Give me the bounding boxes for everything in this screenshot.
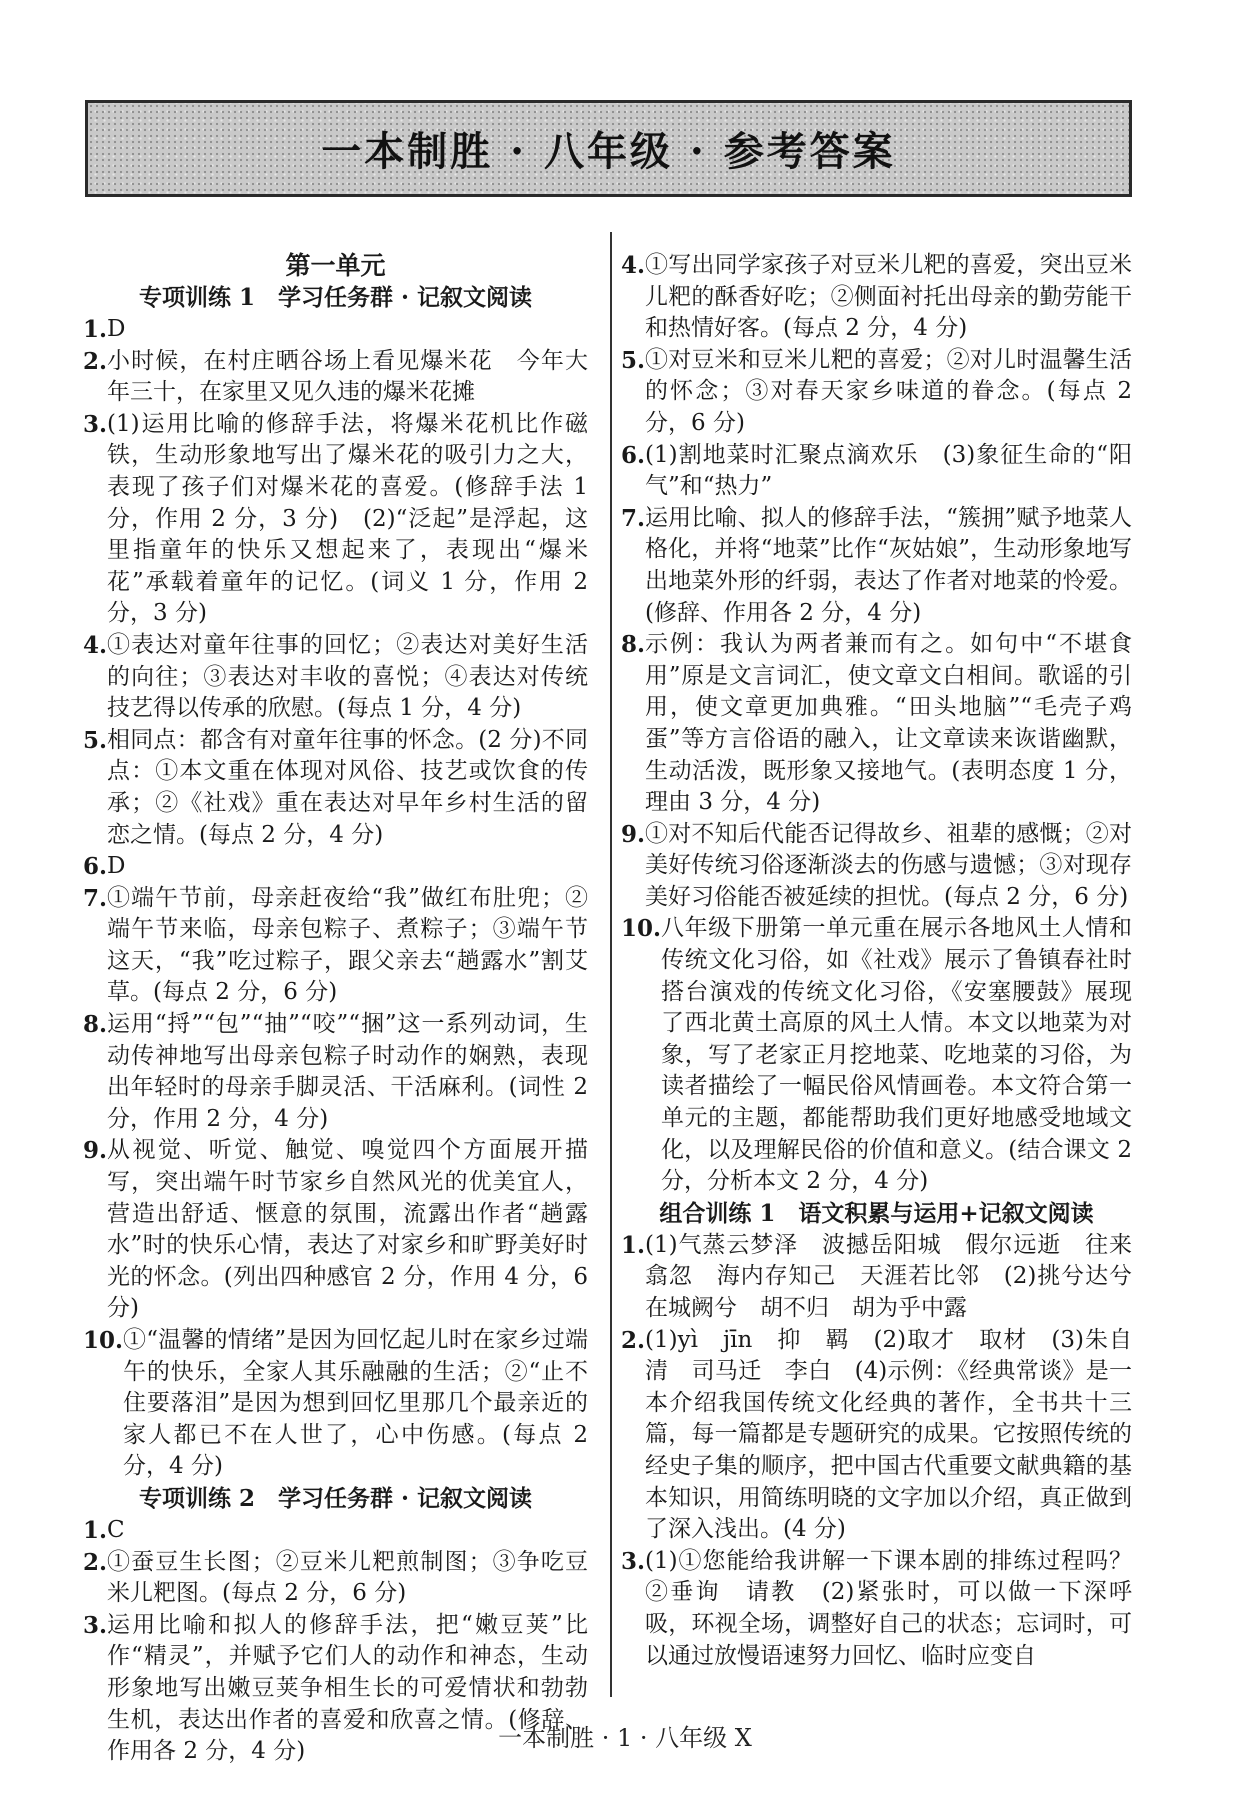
answer-text: 示例：我认为两者兼而有之。如句中“不堪食用”原是文言词汇，使文章文白相间。歌谣的引用，使文章更加典雅。“田头地脑”“毛壳子鸡蛋”等方言俗语的融入，让文章读来诙谐幽默，生动活泼，既形象又接地气。(表明态度 1 分，理由 3 分，4 分) [645,631,1132,816]
answer-number: 3. [83,410,108,438]
answer-number: 9. [83,1137,108,1165]
answer-text: C [107,1516,125,1543]
answer-number: 2. [621,1326,646,1354]
answer-number: 4. [621,252,646,279]
answer-item [621,629,1132,819]
answer-number: 5. [83,726,108,754]
answer-item [83,346,588,409]
answer-text: ①对豆米和豆米儿粑的喜爱；②对儿时温馨生活的怀念；③对春天家乡味道的眷念。(每点 2 分，6 分) [645,346,1132,436]
answer-text: (1)气蒸云梦泽 波撼岳阳城 假尔远逝 往来翕忽 海内存知己 天涯若比邻 (2)挑兮达兮 在城阙兮 胡不归 胡为乎中露 [645,1231,1155,1321]
answer-item [621,345,1132,440]
answer-item [83,314,588,346]
answer-text: ①蚕豆生长图；②豆米儿粑煎制图；③争吃豆米儿粑图。(每点 2 分，6 分) [107,1548,588,1607]
header-banner [85,100,1132,197]
answer-text: ①写出同学家孩子对豆米儿粑的喜爱，突出豆米儿粑的酥香好吃；②侧面衬托出母亲的勤劳能干和热情好客。(每点 2 分，4 分) [645,252,1132,342]
answer-item [83,1135,588,1325]
answer-text: 运用比喻和拟人的修辞手法，把“嫩豆荚”比作“精灵”，并赋予它们人的动作和神态，生动形象地写出嫩豆荚争相生长的可爱情状和勃勃生机，表达出作者的喜爱和欣喜之情。(修辞、作用各 2 分，4 分) [107,1611,588,1765]
answer-number: 6. [83,853,108,881]
answer-text: 八年级下册第一单元重在展示各地风土人情和传统文化习俗，如《社戏》展示了鲁镇春社时搭台演戏的传统文化习俗，《安塞腰鼓》展现了西北黄土高原的风土人情。本文以地菜为对象，写了老家正月挖地菜、吃地菜的习俗，为读者描绘了一幅民俗风情画卷。本文符合第一单元的主题，都能帮助我们更好地感受地域文化，以及理解民俗的价值和意义。(结合课文 2 分，分析本文 2 分，4 分) [661,915,1132,1195]
answer-item [83,1009,588,1135]
answer-number: 3. [621,1547,646,1575]
answer-number: 4. [83,631,108,659]
answer-number: 1. [83,1516,108,1544]
page-title: 一本制胜 · 八年级 · 参考答案 [321,128,896,175]
answer-text: ①“温馨的情绪”是因为回忆起儿时在家乡过端午的快乐，全家人其乐融融的生活；②“止不住要落泪”是因为想到回忆里那几个最亲近的家人都已不在人世了，心中伤感。(每点 2 分，4 分) [123,1327,588,1480]
right-column [621,250,1155,1672]
answer-text: D [107,853,126,880]
answer-number: 2. [83,347,108,375]
answer-text: (1)割地菜时汇聚点滴欢乐 (3)象征生命的“阳气”和“热力” [645,441,1132,500]
answer-number: 8. [621,631,646,659]
answer-number: 1. [83,316,108,343]
section-title: 组合训练 1 语文积累与运用+记叙文阅读 [659,1199,1094,1227]
answer-number: 3. [83,1611,108,1639]
answer-text: ①表达对童年往事的回忆；②表达对美好生活的向往；③表达对丰收的喜悦；④表达对传统技艺得以传承的欣慰。(每点 1 分，4 分) [107,631,588,722]
answer-list [83,314,588,1483]
answer-number: 1. [621,1231,646,1259]
section-title: 专项训练 1 学习任务群 · 记叙文阅读 [138,284,533,311]
answer-text: 从视觉、听觉、触觉、嗅觉四个方面展开描写，突出端午时节家乡自然风光的优美宜人，营造出舒适、惬意的氛围，流露出作者“趟露水”时的快乐心情，表达了对家乡和旷野美好时光的怀念。(列出四种感官 2 分，作用 4 分，6 分) [107,1137,588,1322]
answer-item [621,1325,1132,1546]
answer-number: 5. [621,346,646,374]
answer-item [621,503,1132,629]
left-column [83,250,588,1768]
page-footer: 一本制胜 · 1 · 八年级 X [498,1724,752,1752]
answer-item [83,409,588,630]
answer-item [621,1546,1155,1672]
answer-text: 运用“捋”“包”“抽”“咬”“捆”这一系列动词，生动传神地写出母亲包粽子时动作的娴熟，表现出年轻时的母亲手脚灵活、干活麻利。(词性 2 分，作用 2 分，4 分) [107,1011,588,1132]
section-title: 专项训练 2 学习任务群 · 记叙文阅读 [138,1484,533,1512]
answer-number: 10. [83,1327,124,1354]
answer-text: ①端午节前，母亲赶夜给“我”做红布肚兜；②端午节来临，母亲包粽子、煮粽子；③端午节这天，“我”吃过粽子，跟父亲去“趟露水”割艾草。(每点 2 分，6 分) [107,884,588,1006]
answer-text: 运用比喻、拟人的修辞手法，“簇拥”赋予地菜人格化，并将“地菜”比作“灰姑娘”，生动形象地写出地菜外形的纤弱，表达了作者对地菜的怜爱。(修辞、作用各 2 分，4 分) [645,504,1132,626]
answer-number: 9. [621,820,646,848]
answer-item [621,1230,1155,1325]
answer-text: 小时候，在村庄晒谷场上看见爆米花 今年大年三十，在家里又见久违的爆米花摊 [107,347,588,406]
answer-number: 10. [621,915,662,943]
answer-text: 相同点：都含有对童年往事的怀念。(2 分)不同点：①本文重在体现对风俗、技艺或饮食的传承；②《社戏》重在表达对早年乡村生活的留恋之情。(每点 2 分，4 分) [107,726,588,848]
answer-list [621,250,1132,1198]
unit-title: 第一单元 [285,251,386,280]
answer-number: 7. [83,884,108,912]
answer-number: 2. [83,1548,108,1576]
answer-item [83,883,588,1009]
answer-text: D [107,316,126,342]
column-divider [610,232,612,1697]
answer-item [83,725,588,851]
answer-item [83,1325,588,1483]
answer-item [621,819,1132,914]
answer-number: 8. [83,1011,108,1039]
answer-item [621,913,1132,1197]
answer-text: ①对不知后代能否记得故乡、祖辈的感慨；②对美好传统习俗逐渐淡去的伤感与遗憾；③对现存美好习俗能否被延续的担忧。(每点 2 分，6 分) [645,820,1132,910]
answer-number: 7. [621,504,646,532]
answer-item [83,851,588,883]
answer-list [621,1230,1155,1672]
answer-text: (1)yì jīn 抑 羁 (2)取才 取材 (3)朱自清 司马迁 李白 (4)示例：《经典常谈》是一本介绍我国传统文化经典的著作，全书共十三篇，每一篇都是专题研究的成果。它按照传统的经史子集的顺序，把中国古代重要文献典籍的基本知识，用简练明晓的文字加以介绍，真正做到了深入浅出。(4 分) [645,1326,1132,1543]
answer-text: (1)①您能给我讲解一下课本剧的排练过程吗？ ②垂询 请教 (2)紧张时，可以做一下深呼吸，环视全场，调整好自己的状态；忘词时，可以通过放慢语速努力回忆、临时应变自 [645,1547,1155,1669]
answer-item [83,630,588,725]
answer-item [621,250,1132,345]
answer-number: 6. [621,441,646,469]
answer-text: (1)运用比喻的修辞手法，将爆米花机比作磁铁，生动形象地写出了爆米花的吸引力之大，表现了孩子们对爆米花的喜爱。(修辞手法 1 分，作用 2 分，3 分) (2)“泛起”是浮起，这里指童年的快乐又想起来了，表现出“爆米花”承载着童年的记忆。(词义 1 分，作用 2 分，3 分) [107,410,588,627]
answer-item [83,1515,588,1547]
answer-item [83,1547,588,1610]
answer-item [621,440,1132,503]
